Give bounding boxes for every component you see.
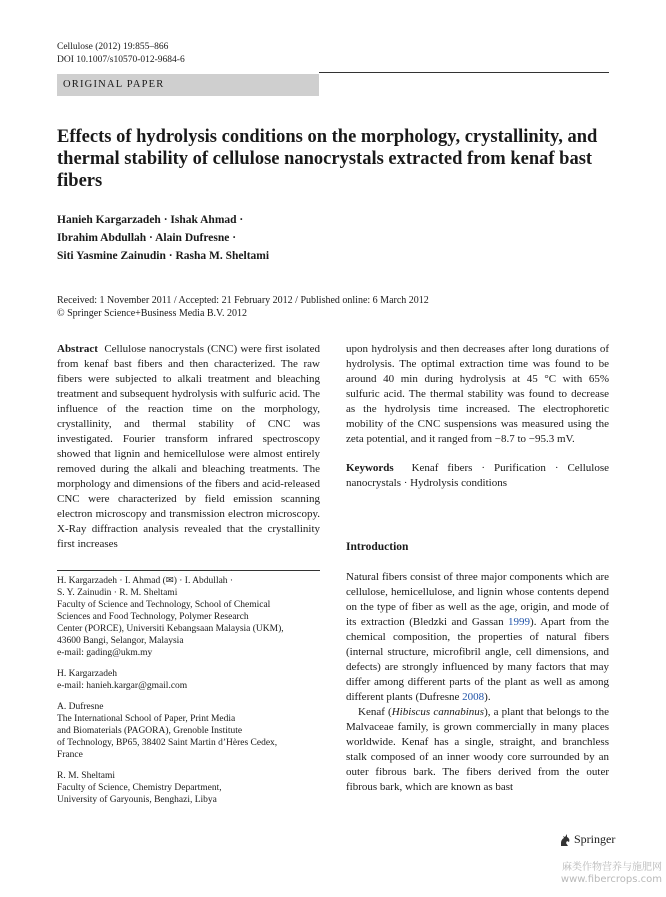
abstract-continuation [346, 342, 609, 491]
author-list [57, 211, 617, 265]
affiliations [57, 575, 327, 806]
intro-text: Kenaf ( [358, 706, 392, 718]
article-type-banner [57, 74, 319, 96]
author-line: Ibrahim Abdullah · Alain Dufresne · [57, 232, 237, 244]
abstract [57, 342, 320, 552]
watermark [540, 862, 662, 886]
intro-text: ), a plant that belongs to the Malvaceae family, is grown commercially in many places worldwide. Kenaf has a single, straight, and branchless stalk composed of an inner woody core surrounded by an outer fibrous bark. The fibers derived from the outer fibrous bark, which are known as bast [346, 706, 609, 793]
affil-line: R. M. Sheltami [57, 771, 116, 781]
header-rule [319, 72, 609, 73]
doi: DOI 10.1007/s10570-012-9684-6 [57, 55, 185, 65]
affil-line: 43600 Bangi, Selangor, Malaysia [57, 636, 184, 646]
affil-line: H. Kargarzadeh · I. Ahmad (✉) · I. Abdullah · [57, 576, 234, 586]
publisher-name: Springer [574, 832, 616, 846]
keywords-text: Kenaf fibers · Purification · Cellulose nanocrystals · Hydrolysis conditions [346, 462, 609, 489]
affil-email[interactable]: e-mail: gading@ukm.my [57, 648, 153, 658]
introduction-body [346, 570, 609, 795]
section-heading-introduction: Introduction [346, 541, 409, 553]
footnote-rule [57, 570, 320, 571]
citation-link[interactable]: 1999 [508, 616, 531, 628]
affil-line: H. Kargarzadeh [57, 669, 117, 679]
affil-line: of Technology, BP65, 38402 Saint Martin d’Hères Cedex, [57, 738, 278, 748]
journal-citation: Cellulose (2012) 19:855–866 [57, 42, 169, 52]
affil-line: University of Garyounis, Benghazi, Libya [57, 795, 217, 805]
intro-text: Natural fibers consist of three major components which are cellulose, hemicellulose, and lignin whose contents depend on the type of fiber as well as the age, origin, and mode of its extraction (Bledzki and Gassan [346, 571, 609, 628]
copyright-line: © Springer Science+Business Media B.V. 2012 [57, 307, 247, 319]
affil-line: Faculty of Science and Technology, School of Chemical [57, 600, 271, 610]
intro-text: ). Apart from the chemical composition, the properties of natural fibers (internal structure, microfibril angle, cell dimensions, and defects) are strongly influenced by many factors that may differ among different parts of the plant as well as among different plants (Dufresne [346, 616, 609, 703]
affil-line: Center (PORCE), Universiti Kebangsaan Malaysia (UKM), [57, 624, 284, 634]
affil-line: Faculty of Science, Chemistry Department, [57, 783, 222, 793]
history-line: Received: 1 November 2011 / Accepted: 21 February 2012 / Published online: 6 March 2012 [57, 295, 429, 306]
author-line: Siti Yasmine Zainudin · Rasha M. Sheltami [57, 250, 270, 262]
abstract-label: Abstract [57, 343, 98, 355]
intro-paragraph [346, 705, 609, 795]
affil-line: Sciences and Food Technology, Polymer Research [57, 612, 249, 622]
publication-dates [57, 295, 617, 320]
paper-title: Effects of hydrolysis conditions on the morphology, crystallinity, and thermal stability of cellulose nanocrystals extracted from kenaf bast fibers [57, 127, 598, 191]
intro-paragraph [346, 570, 609, 705]
affil-email[interactable]: e-mail: hanieh.kargar@gmail.com [57, 681, 188, 691]
keywords-label: Keywords [346, 462, 394, 474]
article-type-label: ORIGINAL PAPER [63, 79, 165, 90]
springer-knight-icon [558, 833, 572, 847]
abstract-text: Cellulose nanocrystals (CNC) were first isolated from kenaf bast fibers and then characterized. The raw fibers were subjected to alkali treatment and bleaching treatment and subsequent hydrolysis with sulfuric acid. The influence of the reaction time on the morphology, crystallinity, and thermal stability of CNC was investigated. Fourier transform infrared spectroscopy showed that lignin and hemicellulose were almost entirely removed during the alkali and bleaching treatments. The morphology and dimensions of the fibers and acid-released CNC were characterized by field emission scanning electron microscopy and transmission electron microscopy. X-Ray diffraction analysis revealed that the crystallinity first increases [57, 343, 320, 550]
intro-text: ). [484, 691, 491, 703]
affil-line: A. Dufresne [57, 702, 104, 712]
citation-link[interactable]: 2008 [462, 691, 485, 703]
affil-line: and Biomaterials (PAGORA), Grenoble Institute [57, 726, 243, 736]
affil-line: The International School of Paper, Print Media [57, 714, 236, 724]
keywords [346, 461, 609, 491]
affil-line: S. Y. Zainudin · R. M. Sheltami [57, 588, 178, 598]
watermark-url: www.fibercrops.com [560, 874, 662, 885]
species-name: Hibiscus cannabinus [391, 706, 485, 718]
watermark-line: 麻类作物营养与施肥网 [562, 862, 662, 873]
publisher-logo [558, 832, 615, 847]
abstract-continuation-text: upon hydrolysis and then decreases after long durations of hydrolysis. The optimal extraction time was found to be around 40 min during hydrolysis at 45 °C with 65% sulfuric acid. The thermal stability was found to decrease as the hydrolysis time increased. The electrophoretic mobility of the CNC suspensions was measured using the zeta potential, and it ranged from −8.7 to −95.3 mV. [346, 343, 609, 445]
author-line: Hanieh Kargarzadeh · Ishak Ahmad · [57, 214, 244, 226]
affil-line: France [57, 750, 83, 760]
